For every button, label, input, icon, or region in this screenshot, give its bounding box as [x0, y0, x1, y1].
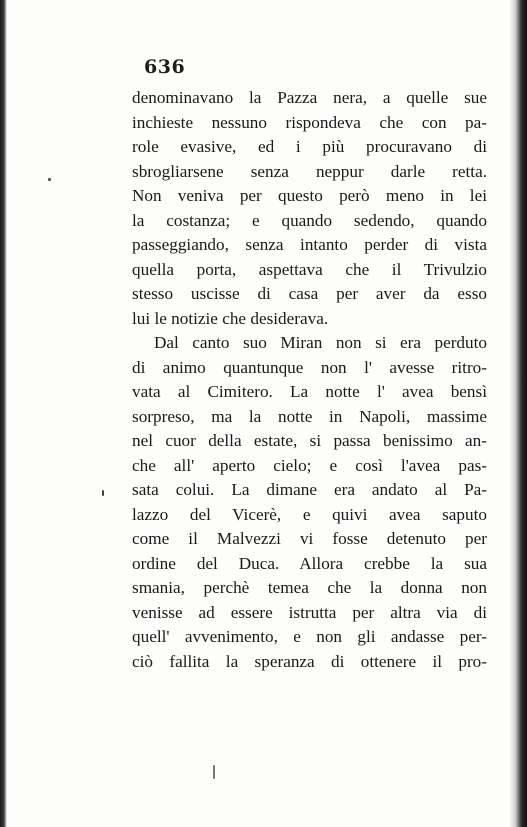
text-line: quell' avvenimento, e non gli andasse per-	[132, 627, 487, 646]
text-line: inchieste nessuno rispondeva che con pa-	[132, 112, 487, 132]
text-line: vata al Cimitero. La notte l' avea bensì	[132, 382, 487, 401]
text-line: lui le notizie che desiderava.	[132, 308, 329, 328]
text-line: role evasive, ed i più procuravano di	[132, 137, 487, 156]
body-text	[132, 86, 487, 674]
text-line: ciò fallita la speranza di ottenere il pro-	[132, 651, 487, 671]
paragraph-2	[132, 331, 487, 674]
text-line: smania, perchè temea che la donna non	[132, 578, 487, 597]
text-line: venisse ad essere istrutta per altra via di	[132, 602, 487, 622]
paper-speck	[48, 178, 51, 181]
text-line: stesso uscisse di casa per aver da esso	[132, 284, 487, 303]
text-line: Non veniva per questo però meno in lei	[132, 186, 487, 205]
text-line: lazzo del Vicerè, e quivi avea saputo	[132, 504, 487, 524]
text-line: di animo quantunque non l' avesse ritro-	[132, 357, 487, 377]
text-line: quella porta, aspettava che il Trivulzio	[132, 259, 487, 279]
page-edge-shadow	[509, 0, 527, 827]
text-line: denominavano la Pazza nera, a quelle sue	[132, 88, 487, 107]
paragraph-1	[132, 86, 487, 331]
text-line: la costanza; e quando sedendo, quando	[132, 210, 487, 230]
text-line: ordine del Duca. Allora crebbe la sua	[132, 553, 487, 573]
paper-speck	[102, 490, 104, 496]
text-line: sata colui. La dimane era andato al Pa-	[132, 480, 487, 499]
paper-speck	[213, 765, 215, 779]
page-number: 636	[144, 56, 186, 78]
text-line: sbrogliarsene senza neppur darle retta.	[132, 161, 487, 181]
text-line: sorpreso, ma la notte in Napoli, massime	[132, 406, 487, 426]
text-line: come il Malvezzi vi fosse detenuto per	[132, 529, 487, 548]
page-gutter-shadow	[0, 0, 7, 827]
text-line: nel cuor della estate, si passa benissimo an-	[132, 431, 487, 450]
text-line: Dal canto suo Miran non si era perduto	[154, 333, 487, 352]
text-line: che all' aperto cielo; e così l'avea pas-	[132, 455, 487, 475]
text-line: passeggiando, senza intanto perder di vista	[132, 235, 487, 254]
